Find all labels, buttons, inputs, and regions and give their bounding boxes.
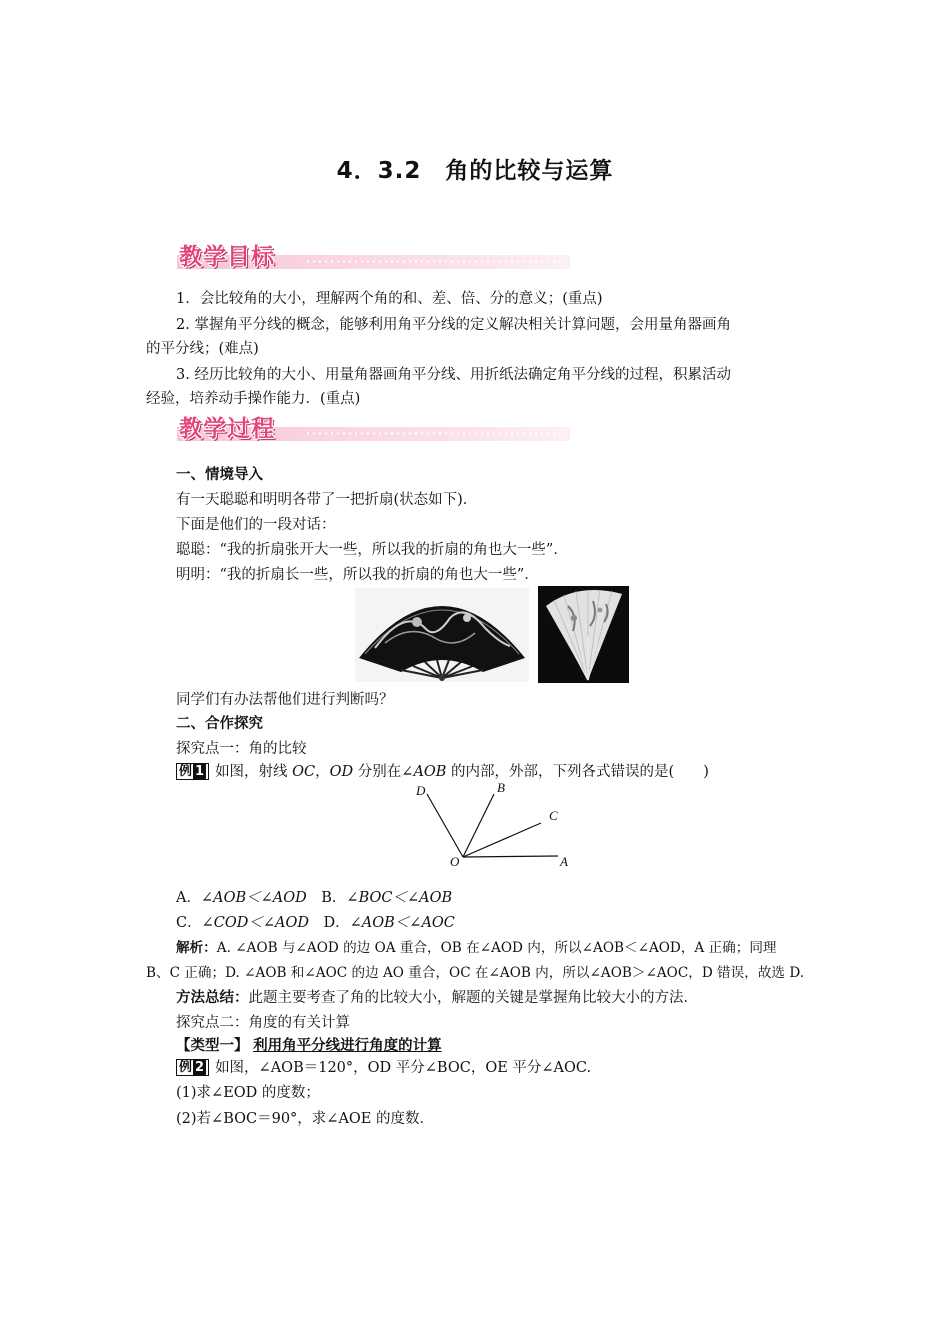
goals-section-label: 教学目标: [179, 244, 275, 270]
ray-OA: [463, 856, 558, 857]
ray-OB: [463, 794, 494, 857]
paper-fan-photo: [538, 586, 629, 683]
explore-point-1: 探究点一：角的比较: [176, 741, 307, 757]
explore-heading: 二、合作探究: [176, 716, 263, 732]
example-1-badge: 例 1: [176, 763, 209, 780]
type-1-heading: 【类型一】 利用角平分线进行角度的计算: [176, 1038, 442, 1054]
example-1-stem: 例 1 如图，射线 OC，OD 分别在∠AOB 的内部，外部，下列各式错误的是( ): [176, 761, 709, 783]
question-1: (1)求∠EOD 的度数；: [176, 1085, 320, 1101]
option-d-label: D．∠: [309, 915, 362, 931]
ray-OD: [427, 794, 463, 857]
option-a-label: A．∠: [176, 890, 214, 906]
option-a-expr: AOB＜∠AOD: [213, 890, 307, 906]
option-b-label: B．∠: [306, 890, 359, 906]
goal-2-line-1: 2. 掌握角平分线的概念，能够利用角平分线的定义解决相关计算问题，会用量角器画角: [176, 317, 731, 333]
page-title: 4．3.2 角的比较与运算: [336, 158, 614, 184]
example-2-badge: 例 2: [176, 1059, 209, 1076]
analysis-line-2: B、C 正确；D. ∠AOB 和∠AOC 的边 AO 重合，OC 在∠AOB 内，所以∠AOB＞∠AOC，D 错误，故选 D.: [146, 965, 805, 981]
label-C: C: [549, 808, 558, 823]
goal-2-line-2: 的平分线；(难点): [146, 341, 259, 357]
option-c-label: C．∠: [176, 915, 214, 931]
options-row-2: [176, 912, 455, 934]
intro-paragraph-4: 明明：“我的折扇长一些，所以我的折扇的角也大一些”．: [176, 567, 539, 583]
intro-paragraph-1: 有一天聪聪和明明各带了一把折扇(状态如下)．: [176, 492, 478, 508]
method-summary-label: 方法总结：: [176, 990, 249, 1006]
intro-paragraph-2: 下面是他们的一段对话：: [176, 517, 336, 533]
goal-3-line-2: 经验，培养动手操作能力．(重点): [146, 391, 361, 407]
intro-heading: 一、情境导入: [176, 467, 263, 483]
goal-1: 1．会比较角的大小，理解两个角的和、差、倍、分的意义；(重点): [176, 291, 603, 307]
option-b-expr: BOC＜∠AOB: [358, 890, 453, 906]
method-summary: 方法总结：此题主要考查了角的比较大小，解题的关键是掌握角比较大小的方法．: [176, 990, 698, 1006]
label-A: A: [560, 854, 568, 869]
process-section-banner: [177, 410, 570, 444]
angle-diagram: [400, 777, 590, 873]
analysis-line-1: 解析：A. ∠AOB 与∠AOD 的边 OA 重合，OB 在∠AOD 内，所以∠AOB＜∠AOD，A 正确；同理: [176, 940, 777, 956]
label-O: O: [450, 854, 460, 869]
label-D: D: [416, 783, 426, 798]
goal-3-line-1: 3. 经历比较角的大小、用量角器画角平分线、用折纸法确定角平分线的过程，积累活动: [176, 367, 731, 383]
process-section-label: 教学过程: [179, 416, 275, 442]
explore-point-2: 探究点二：角度的有关计算: [176, 1015, 350, 1031]
intro-paragraph-3: 聪聪：“我的折扇张开大一些，所以我的折扇的角也大一些”．: [176, 542, 568, 558]
label-B: B: [497, 780, 505, 795]
options-row-1: [176, 887, 452, 909]
intro-question: 同学们有办法帮他们进行判断吗？: [176, 692, 394, 708]
analysis-label: 解析：: [176, 940, 217, 956]
example-2-stem: 例 2 如图，∠AOB＝120°，OD 平分∠BOC，OE 平分∠AOC.: [176, 1057, 591, 1079]
question-2: (2)若∠BOC＝90°，求∠AOE 的度数．: [176, 1111, 434, 1127]
goals-section-banner: [177, 238, 570, 272]
option-d-expr: AOB＜∠AOC: [361, 915, 455, 931]
option-c-expr: COD＜∠AOD: [213, 915, 309, 931]
ray-OC: [463, 823, 541, 857]
dragon-fan-photo: [355, 588, 529, 682]
